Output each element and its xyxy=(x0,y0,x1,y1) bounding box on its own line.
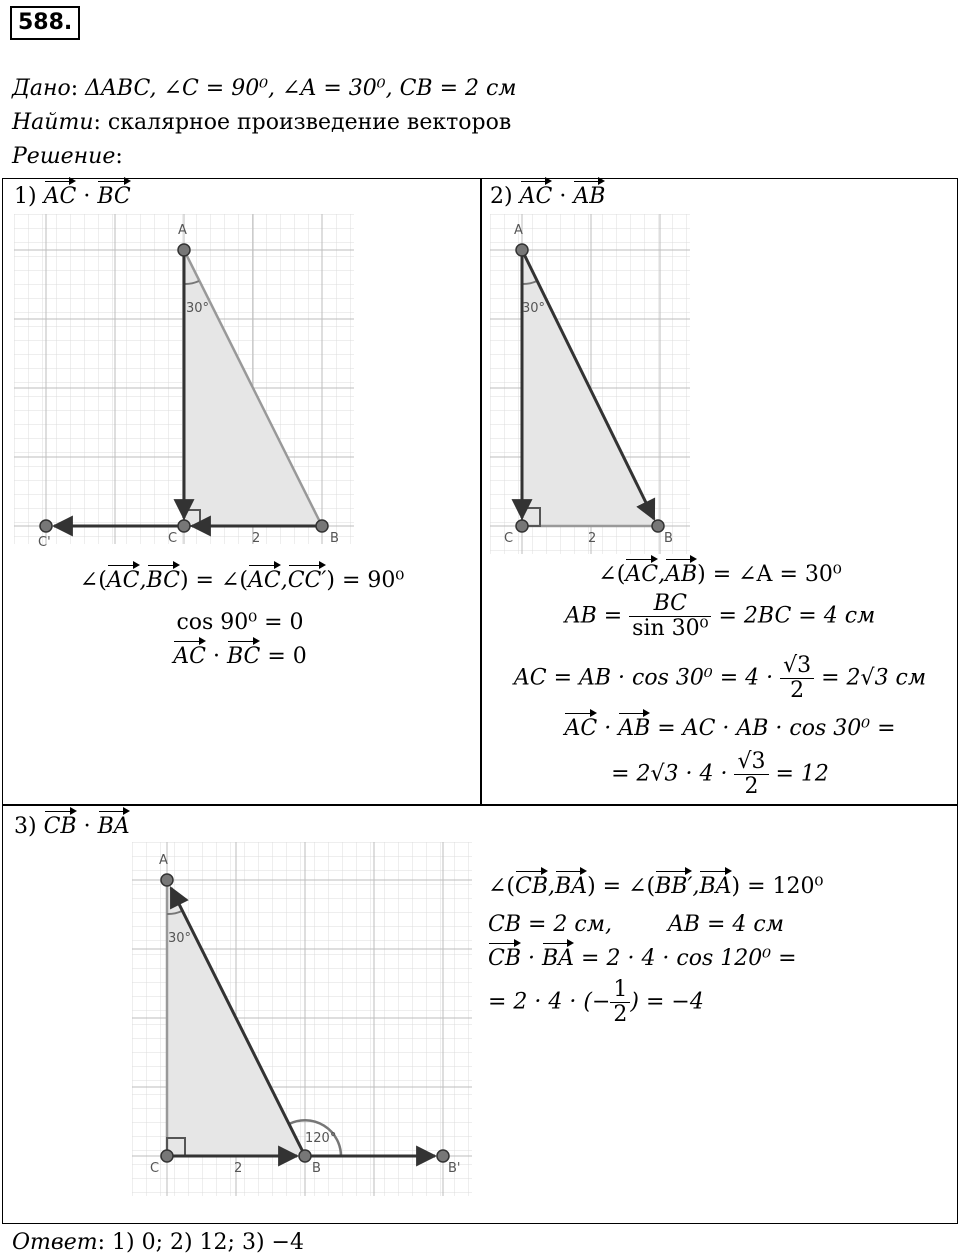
p2-f3-frac xyxy=(780,654,814,703)
part2-vector-1: AC xyxy=(519,184,553,209)
p3-f1-v1: CB xyxy=(515,874,549,899)
p2-formula-2 xyxy=(540,592,900,641)
part3-title: 3) CB · BA xyxy=(14,814,130,839)
p2-formula-4: AC · AB = AC · AB · cos 30⁰ = xyxy=(564,716,896,741)
p1-f1-right: ) = 90⁰ xyxy=(326,568,405,593)
part2-vector-2: AB xyxy=(573,184,606,209)
part1-vector-1: AC xyxy=(43,184,77,209)
p2-formula-5 xyxy=(560,750,880,799)
given-text: ΔABC, ∠C = 90⁰, ∠A = 30⁰, CB = 2 см xyxy=(85,76,517,101)
p1-f1-v3: AC xyxy=(247,568,281,593)
part1-vector-2: BC xyxy=(97,184,131,209)
part1-title: 1) AC · BC xyxy=(14,184,131,209)
p2-f2-num: BC xyxy=(629,592,711,617)
p2-f2-right: = 2BC = 4 см xyxy=(718,603,876,629)
p2-formula-3 xyxy=(500,654,940,703)
p2-formula-1: ∠(AC,AB) = ∠A = 30⁰ xyxy=(598,562,842,587)
p3-f1-tail: ) = 120⁰ xyxy=(731,874,824,899)
p1-side-label: 2 xyxy=(252,531,261,546)
p1-formula-1: ∠(AC,BC) = ∠(AC,CC′) = 90⁰ xyxy=(79,568,405,593)
p3-formula-1: ∠(CB,BA) = ∠(BB′,BA) = 120⁰ xyxy=(488,874,824,899)
p2-f3-left: AC = AB · cos 30⁰ = 4 · xyxy=(513,665,774,691)
p1-formula-2: cos 90⁰ = 0 xyxy=(176,610,304,635)
p1-f3-v2: BC xyxy=(226,644,261,669)
diagram-part3 xyxy=(132,842,472,1198)
p2-label-a: A xyxy=(514,223,523,238)
p2-f5-left: = 2√3 · 4 · xyxy=(611,761,728,787)
p3-f3-v1: CB xyxy=(488,946,521,971)
p2-f4-tail: = AC · AB · cos 30⁰ = xyxy=(650,716,896,741)
p2-f5-num: √3 xyxy=(734,750,768,775)
p3-label-b: B xyxy=(312,1161,321,1176)
p3-angle-a-label: 30° xyxy=(168,931,192,946)
p3-formula-3: CB · BA = 2 · 4 · cos 120⁰ = xyxy=(488,946,797,971)
p1-label-a: A xyxy=(178,223,187,238)
solution-line: Решение: xyxy=(12,144,123,169)
p2-f3-den: 2 xyxy=(790,678,805,703)
p1-f1-mid: ) = ∠( xyxy=(179,568,248,593)
p1-f3-tail: = 0 xyxy=(260,644,307,669)
diagram-part2 xyxy=(490,214,690,556)
p1-formula-3: AC · BC = 0 xyxy=(173,644,307,669)
p3-angle-b-label: 120° xyxy=(305,1131,337,1146)
p2-f5-right: = 12 xyxy=(775,761,829,787)
p3-f1-v3: BB′ xyxy=(655,874,693,899)
answer-text: : 1) 0; 2) 12; 3) −4 xyxy=(97,1230,304,1255)
p3-label-c: C xyxy=(150,1161,160,1176)
p1-label-b: B xyxy=(330,531,339,546)
diagram-part1 xyxy=(14,214,354,554)
p1-f1-v1: AC xyxy=(106,568,140,593)
p2-f5-frac xyxy=(734,750,768,799)
p3-f4-right: ) = −4 xyxy=(630,989,704,1015)
p3-f1-v2: BA xyxy=(555,874,588,899)
given-label: Дано xyxy=(12,76,71,101)
p2-angle-label: 30° xyxy=(522,301,546,316)
part3-vector-2: BA xyxy=(97,814,130,839)
p1-f1-v4: CC′ xyxy=(287,568,327,593)
p2-f3-num: √3 xyxy=(780,654,814,679)
p2-f1-tail: ) = ∠A = 30⁰ xyxy=(697,562,842,587)
p2-f2-frac xyxy=(629,592,711,641)
solution-label: Решение xyxy=(12,144,116,169)
p3-f4-left: = 2 · 4 · (− xyxy=(488,989,611,1015)
p3-f3-tail: = 2 · 4 · cos 120⁰ = xyxy=(574,946,797,971)
p2-f4-v2: AB xyxy=(618,716,651,741)
p1-label-c-prime: C' xyxy=(38,535,51,550)
p3-f3-v2: BA xyxy=(541,946,575,971)
p3-f4-frac xyxy=(610,978,630,1027)
p3-f4-num: 1 xyxy=(610,978,630,1003)
find-line: Найти: скалярное произведение векторов xyxy=(12,110,512,135)
answer-line xyxy=(12,1228,304,1258)
p2-label-c: C xyxy=(504,531,514,546)
p2-f1-v1: AC xyxy=(625,562,659,587)
part2-title: 2) AC · AB xyxy=(490,184,606,209)
p2-f1-v2: AB xyxy=(665,562,698,587)
find-label: Найти xyxy=(12,110,94,135)
part3-vector-1: CB xyxy=(43,814,77,839)
p2-label-b: B xyxy=(664,531,673,546)
find-text: скалярное произведение векторов xyxy=(107,110,512,135)
p2-side-label: 2 xyxy=(588,531,597,546)
p3-formula-4 xyxy=(488,978,704,1027)
given-line: Дано: ΔABC, ∠C = 90⁰, ∠A = 30⁰, CB = 2 см xyxy=(12,76,517,101)
p2-f2-left: AB = xyxy=(564,603,623,629)
p1-f1-v2: BC xyxy=(146,568,180,593)
p3-formula-2: CB = 2 см, AB = 4 см xyxy=(488,912,784,937)
p1-label-c: C xyxy=(168,531,178,546)
p1-f3-v1: AC xyxy=(173,644,206,669)
p3-f4-den: 2 xyxy=(613,1002,628,1027)
answer-label: Ответ xyxy=(12,1230,98,1255)
p3-side-label: 2 xyxy=(234,1161,243,1176)
problem-number: 588. xyxy=(10,6,80,40)
part2-number: 2) xyxy=(490,184,513,209)
p3-label-a: A xyxy=(159,853,168,868)
p3-label-b-prime: B' xyxy=(448,1161,461,1176)
p2-f5-den: 2 xyxy=(744,774,759,799)
part1-number: 1) xyxy=(14,184,37,209)
p2-f2-den: sin 30⁰ xyxy=(632,616,709,641)
p2-f3-right: = 2√3 см xyxy=(821,665,927,691)
p2-f4-v1: AC xyxy=(564,716,598,741)
p1-angle-label: 30° xyxy=(186,301,210,316)
p1-f1-left: ∠( xyxy=(79,568,107,593)
p3-f1-v4: BA xyxy=(699,874,732,899)
part3-number: 3) xyxy=(14,814,37,839)
